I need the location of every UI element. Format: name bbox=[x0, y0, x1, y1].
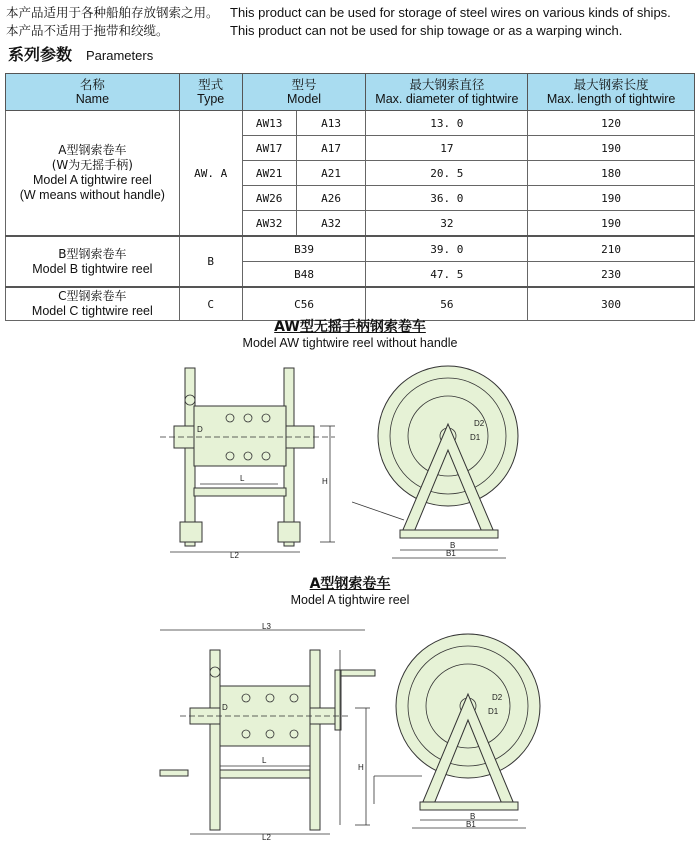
intro-line2-en: This product can not be used for ship towage or as a warping winch. bbox=[230, 23, 623, 38]
table-row bbox=[6, 111, 695, 136]
dim-d2-label: D2 bbox=[492, 693, 503, 702]
parameters-table bbox=[5, 73, 695, 321]
group-b-name: B型钢索卷车 Model B tightwire reel bbox=[6, 236, 180, 287]
model-cell: B39 bbox=[242, 236, 366, 262]
model-cell: B48 bbox=[242, 262, 366, 288]
length-cell: 190 bbox=[528, 211, 695, 237]
dim-b-label: B bbox=[450, 541, 456, 550]
model-cell: AW17 bbox=[242, 136, 296, 161]
figure-a-title-cn: A型钢索卷车 bbox=[309, 576, 391, 592]
header-name: 名称 Name bbox=[6, 74, 180, 111]
dim-l-label: L bbox=[240, 474, 245, 483]
a-side-view-drawing bbox=[150, 620, 380, 842]
dim-d1-label: D1 bbox=[488, 707, 499, 716]
dim-l2-label: L2 bbox=[262, 833, 271, 842]
dim-d1-label: D1 bbox=[470, 433, 481, 442]
diameter-cell: 13. 0 bbox=[366, 111, 528, 136]
intro-line1-en: This product can be used for storage of steel wires on various kinds of ships. bbox=[230, 5, 671, 20]
section-title-cn: 系列参数 bbox=[8, 45, 73, 64]
diameter-cell: 56 bbox=[366, 287, 528, 321]
diameter-cell: 47. 5 bbox=[366, 262, 528, 288]
length-cell: 120 bbox=[528, 111, 695, 136]
intro-line1-cn: 本产品适用于各种船舶存放钢索之用。 bbox=[6, 5, 219, 20]
header-max-length: 最大钢索长度 Max. length of tightwire bbox=[528, 74, 695, 111]
intro-line2-cn: 本产品不适用于拖带和绞缆。 bbox=[6, 23, 169, 38]
diameter-cell: 36. 0 bbox=[366, 186, 528, 211]
intro bbox=[6, 4, 671, 40]
length-cell: 190 bbox=[528, 136, 695, 161]
model-cell: C56 bbox=[242, 287, 366, 321]
table-header-row bbox=[6, 74, 695, 111]
a-front-view-drawing bbox=[370, 628, 550, 838]
model-cell: A32 bbox=[296, 211, 366, 237]
diameter-cell: 17 bbox=[366, 136, 528, 161]
length-cell: 180 bbox=[528, 161, 695, 186]
aw-front-view-drawing bbox=[352, 364, 532, 564]
model-cell: AW26 bbox=[242, 186, 296, 211]
header-type: 型式 Type bbox=[179, 74, 242, 111]
header-model: 型号 Model bbox=[242, 74, 366, 111]
model-cell: A17 bbox=[296, 136, 366, 161]
figure-aw-title-en: Model AW tightwire reel without handle bbox=[242, 336, 458, 350]
group-c-name: C型钢索卷车 Model C tightwire reel bbox=[6, 287, 180, 321]
diameter-cell: 39. 0 bbox=[366, 236, 528, 262]
group-a-name: A型钢索卷车 (W为无摇手柄) Model A tightwire reel (W means without handle) bbox=[6, 111, 180, 237]
figure-a-title bbox=[0, 573, 700, 607]
header-max-diameter: 最大钢索直径 Max. diameter of tightwire bbox=[366, 74, 528, 111]
model-cell: AW32 bbox=[242, 211, 296, 237]
figure-aw-title-cn: AW型无摇手柄钢索卷车 bbox=[274, 319, 426, 335]
length-cell: 190 bbox=[528, 186, 695, 211]
dim-d-label: D bbox=[197, 425, 203, 434]
dim-d-label: D bbox=[222, 703, 228, 712]
model-cell: AW13 bbox=[242, 111, 296, 136]
model-cell: A21 bbox=[296, 161, 366, 186]
dim-l-label: L bbox=[262, 756, 267, 765]
model-cell: A13 bbox=[296, 111, 366, 136]
dim-b-label: B bbox=[470, 812, 476, 821]
dim-l3-label: L3 bbox=[262, 622, 271, 631]
group-a-type: AW. A bbox=[179, 111, 242, 237]
group-c-type: C bbox=[179, 287, 242, 321]
length-cell: 210 bbox=[528, 236, 695, 262]
aw-side-view-drawing bbox=[160, 360, 350, 560]
dim-d2-label: D2 bbox=[474, 419, 485, 428]
figure-a-title-en: Model A tightwire reel bbox=[290, 593, 410, 607]
dim-h-label: H bbox=[358, 763, 364, 772]
dim-b1-label: B1 bbox=[446, 549, 456, 558]
length-cell: 300 bbox=[528, 287, 695, 321]
diameter-cell: 32 bbox=[366, 211, 528, 237]
section-heading bbox=[8, 42, 153, 65]
dim-b1-label: B1 bbox=[466, 820, 476, 829]
table-row bbox=[6, 236, 695, 262]
model-cell: AW21 bbox=[242, 161, 296, 186]
model-cell: A26 bbox=[296, 186, 366, 211]
section-title-en: Parameters bbox=[86, 48, 154, 63]
dim-h-label: H bbox=[322, 477, 328, 486]
diameter-cell: 20. 5 bbox=[366, 161, 528, 186]
figure-aw-title bbox=[0, 316, 700, 350]
length-cell: 230 bbox=[528, 262, 695, 288]
dim-l2-label: L2 bbox=[230, 551, 239, 560]
group-b-type: B bbox=[179, 236, 242, 287]
